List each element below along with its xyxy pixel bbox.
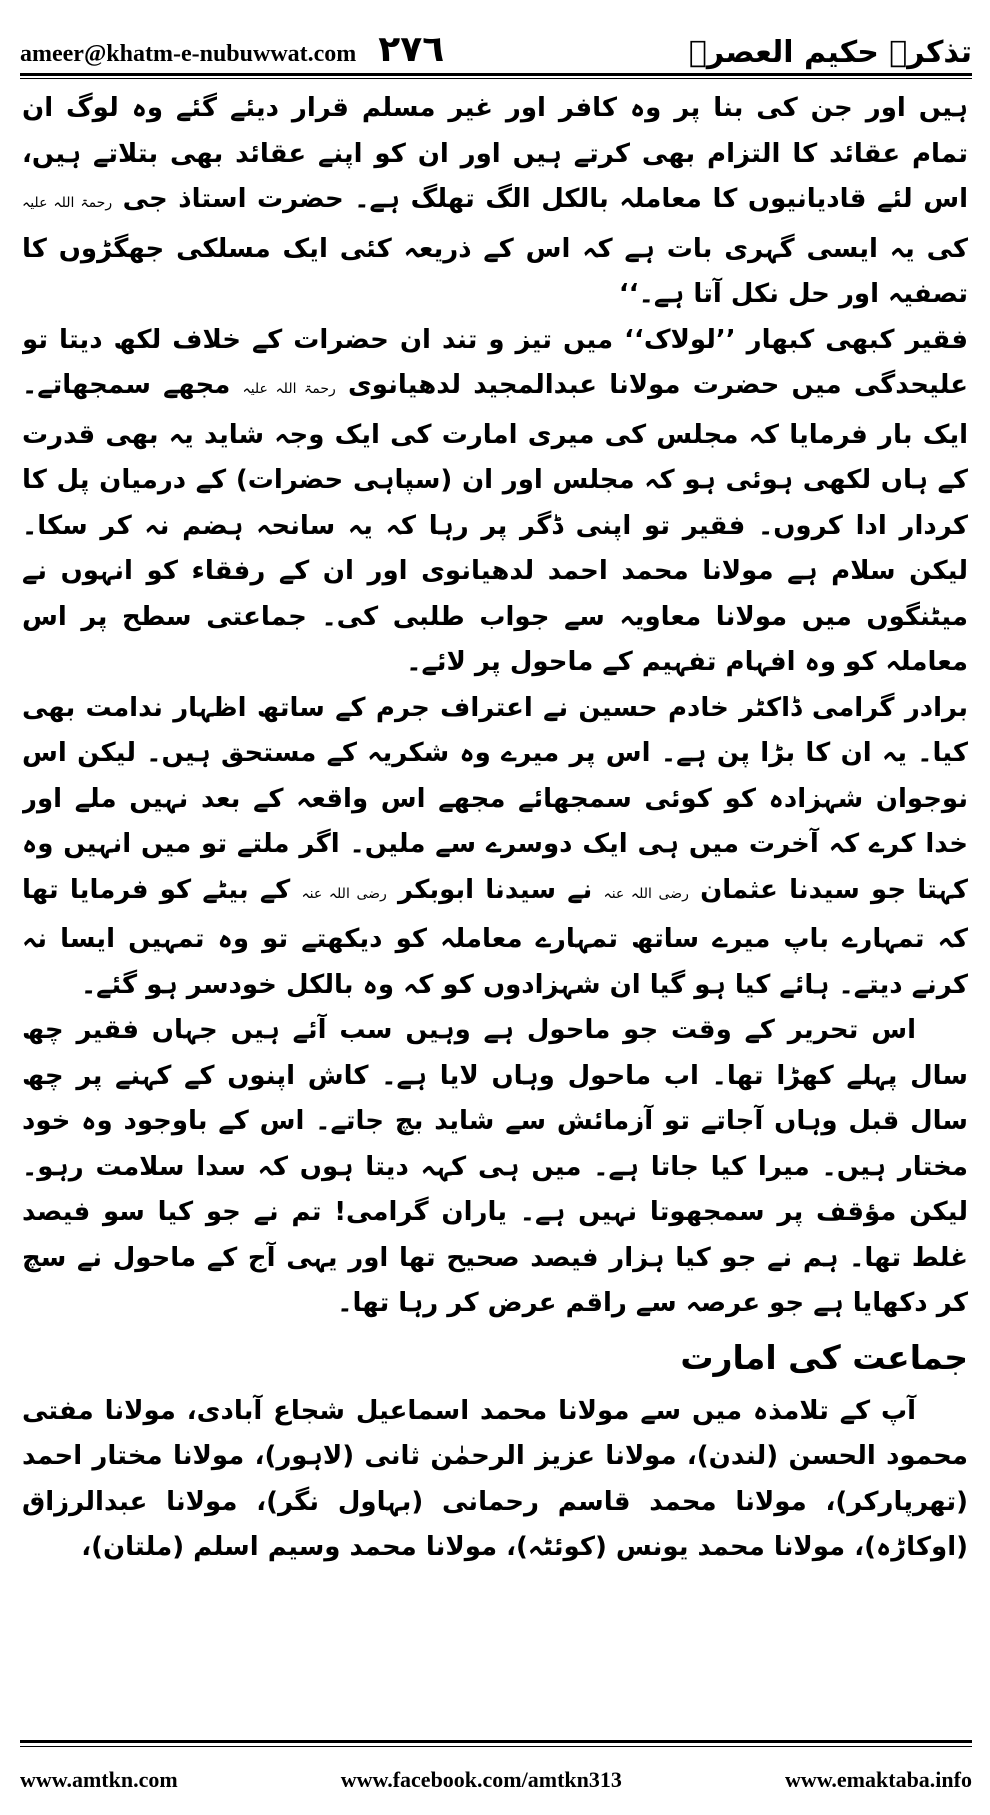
paragraph-3-text-c: کے بیٹے کو فرمایا تھا کہ تمہارے باپ میرے ساتھ تمہارے معاملہ کو دیکھتے تو وہ تمہیں ایسا نہ کرنے دیتے۔ ہائے کیا ہو گیا ان شہزادوں کو کہ وہ بالکل خودسر ہو گئے۔ bbox=[22, 874, 968, 1000]
paragraph-3 bbox=[22, 686, 968, 1009]
honorific: رحمۃ اللہ علیہ bbox=[242, 381, 336, 397]
paragraph-1-text: ہیں اور جن کی بنا پر وہ کافر اور غیر مسلم قرار دیئے گئے وہ لوگ ان تمام عقائد کا التزام بھی کرتے ہیں اور ان کو اپنے عقائد بھی بتلاتے ہیں، اس لئے قادیانیوں کا معاملہ بالکل الگ تھلگ ہے۔ حضرت استاذ جی bbox=[22, 93, 968, 214]
footer-rule-thin bbox=[20, 1746, 972, 1747]
footer-link-emaktaba[interactable]: www.emaktaba.info bbox=[784, 1767, 972, 1792]
section-heading: جماعت کی امارت bbox=[680, 1337, 968, 1377]
paragraph-3-text-b: نے سیدنا ابوبکر bbox=[386, 874, 604, 905]
header-left-group bbox=[20, 28, 444, 72]
paragraph-4: اس تحریر کے وقت جو ماحول ہے وہیں سب آئے ہیں جہاں فقیر چھ سال پہلے کھڑا تھا۔ اب ماحول وہاں لایا ہے۔ کاش اپنوں کے کہنے پر چھ سال قبل وہاں آجاتے تو آزمائش سے شاید بچ جاتے۔ اس کے باوجود وہ خود مختار ہیں۔ میرا کیا جاتا ہے۔ میں ہی کہہ دیتا ہوں کہ سدا سلامت رہو۔ لیکن مؤقف پر سمجھوتا نہیں ہے۔ یاران گرامی! تم نے جو کیا سو فیصد غلط تھا۔ ہم نے جو کیا ہزار فیصد صحیح تھا اور یہی آج کے ماحول نے سچ کر دکھایا ہے جو عرصہ سے راقم عرض کر رہا تھا۔ bbox=[22, 1015, 968, 1318]
honorific: رضی اللہ عنہ bbox=[301, 885, 387, 902]
footer-link-amtkn[interactable]: www.amtkn.com bbox=[20, 1767, 178, 1792]
page-footer bbox=[20, 1760, 972, 1800]
header-email[interactable]: ameer@khatm-e-nubuwwat.com bbox=[20, 41, 357, 67]
page-header bbox=[20, 12, 972, 72]
page-body bbox=[22, 86, 968, 1731]
header-rule-thin bbox=[20, 78, 972, 79]
paragraph-3-text-a: برادر گرامی ڈاکٹر خادم حسین نے اعتراف جرم کے ساتھ اظہار ندامت بھی کیا۔ یہ ان کا بڑا پن ہے۔ اس پر میرے وہ شکریہ کے مستحق ہیں۔ لیکن اس نوجوان شہزادہ کو کوئی سمجھائے مجھے اس واقعہ کے بعد نہیں ملے اور خدا کرے کہ آخرت میں ہی ایک دوسرے سے ملیں۔ اگر ملتے تو میں انہیں وہ کہتا جو سیدنا عثمان bbox=[22, 692, 968, 905]
paragraph-1 bbox=[22, 86, 968, 318]
honorific: رضی اللہ عنہ bbox=[603, 885, 689, 902]
book-title: تذکرہ حکیم العصرؒ bbox=[688, 35, 972, 70]
paragraph-1-end: کی یہ ایسی گہری بات ہے کہ اس کے ذریعہ کئی ایک مسلکی جھگڑوں کا تصفیہ اور حل نکل آتا ہے۔‘‘ bbox=[22, 233, 968, 309]
paragraph-2-text-b: مجھے سمجھاتے۔ ایک بار فرمایا کہ مجلس کی میری امارت کی ایک وجہ شاید یہ بھی قدرت کے ہاں لکھی ہوئی ہو کہ مجلس اور ان (سپاہی حضرات) کے درمیان پل کا کردار ادا کروں۔ فقیر تو اپنی ڈگر پر رہا کہ یہ سانحہ ہضم نہ کر سکا۔ لیکن سلام ہے مولانا محمد احمد لدھیانوی اور ان کے رفقاء کو انہوں نے میٹنگوں میں مولانا معاویہ سے جواب طلبی کی۔ جماعتی سطح پر اس معاملہ کو وہ افہام تفہیم کے ماحول پر لائے۔ bbox=[22, 370, 968, 677]
honorific: رحمۃ اللہ علیہ bbox=[22, 195, 113, 211]
footer-rule-thick bbox=[20, 1740, 972, 1743]
page-number: ۲۷٦ bbox=[378, 29, 445, 70]
header-rule-thick bbox=[20, 73, 972, 76]
paragraph-2-text-a: فقیر کبھی کبھار ’’لولاک‘‘ میں تیز و تند ان حضرات کے خلاف لکھ دیتا تو علیحدگی میں حضرت مولانا عبدالمجید لدھیانوی bbox=[22, 324, 968, 400]
footer-link-facebook[interactable]: www.facebook.com/amtkn313 bbox=[340, 1767, 622, 1792]
paragraph-5: آپ کے تلامذہ میں سے مولانا محمد اسماعیل شجاع آبادی، مولانا مفتی محمود الحسن (لندن)، مولانا عزیز الرحمٰن ثانی (لاہور)، مولانا مختار احمد (تھرپارکر)، مولانا محمد قاسم رحمانی (بہاول نگر)، مولانا عبدالرزاق (اوکاڑہ)، مولانا محمد یونس (کوئٹہ)، مولانا محمد وسیم اسلم (ملتان)، bbox=[22, 1395, 968, 1562]
paragraph-2 bbox=[22, 318, 968, 686]
